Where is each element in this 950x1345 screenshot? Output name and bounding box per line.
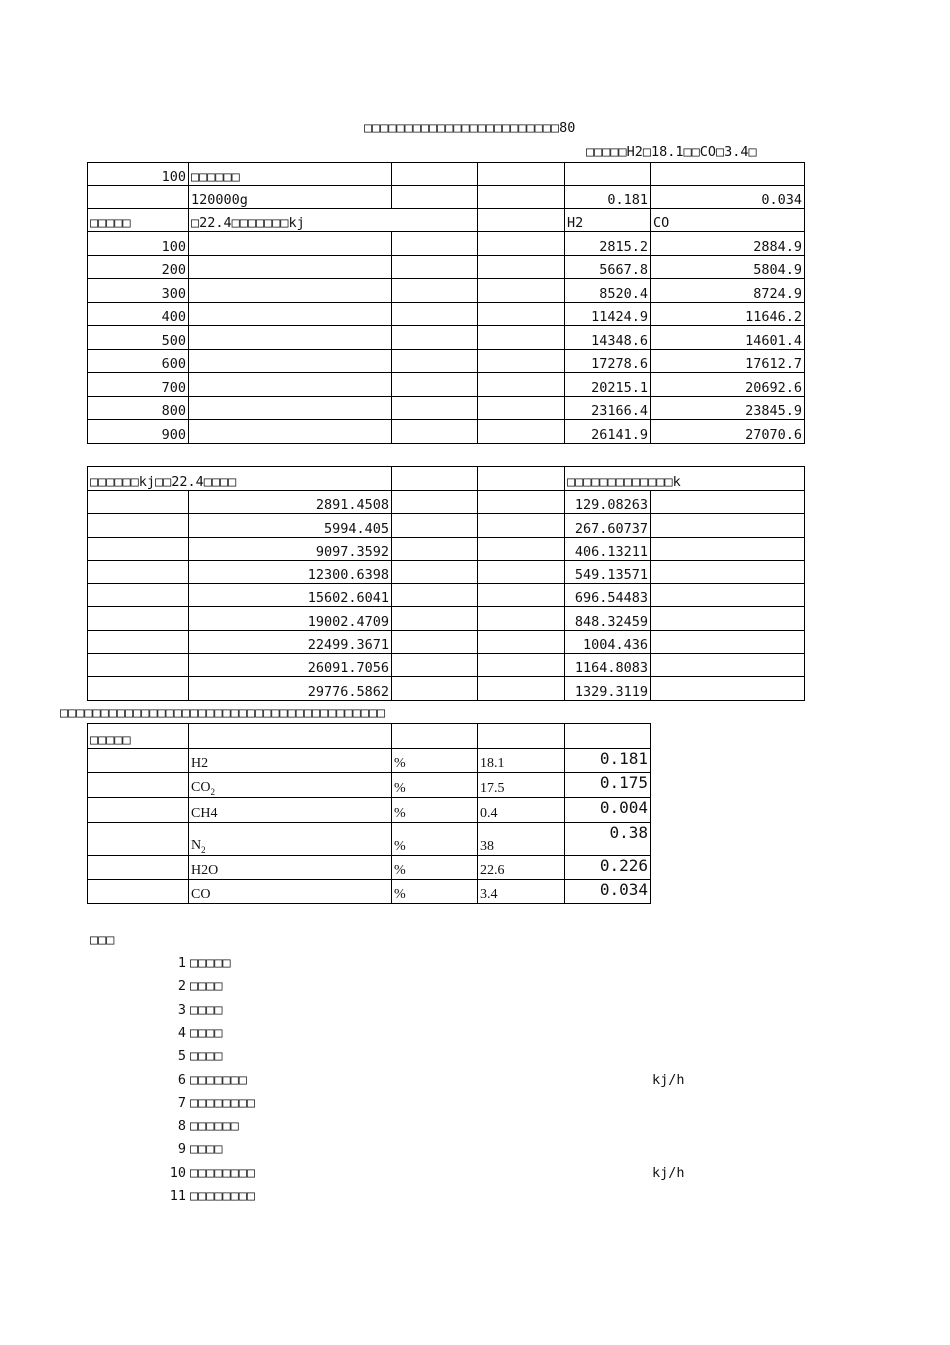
table-cell: 0.4 [478, 798, 565, 823]
table-cell: 22499.3671 [189, 630, 392, 653]
table-cell [392, 186, 478, 209]
table-cell [392, 349, 478, 373]
note-text: □□□□□ [190, 955, 231, 971]
table-cell: 1004.436 [565, 630, 651, 653]
table-cell: 9097.3592 [189, 537, 392, 560]
note-text: □□□□□□ [190, 1118, 239, 1135]
table-cell: 0.034 [651, 186, 805, 209]
table-cell [189, 724, 392, 749]
gas-composition-table [87, 723, 651, 904]
note-number: 7 [177, 1094, 186, 1111]
note-text: □□□□ [190, 978, 223, 995]
table-cell: 22.6 [478, 856, 565, 880]
table-cell: 120000g [189, 186, 392, 209]
table-cell [88, 677, 189, 700]
table-row [88, 537, 805, 560]
table-cell [88, 560, 189, 583]
table-cell [478, 232, 565, 256]
table-row [88, 349, 805, 373]
table-cell: 696.54483 [565, 584, 651, 607]
table-cell: 12300.6398 [189, 560, 392, 583]
table-row [88, 163, 805, 186]
table-row [88, 798, 651, 823]
table-cell: 2891.4508 [189, 491, 392, 514]
table-cell [392, 584, 478, 607]
table-cell [392, 677, 478, 700]
column-header: □□□□□ [88, 724, 189, 749]
table-cell [478, 396, 565, 420]
table-cell: 11424.9 [565, 302, 651, 326]
table-cell: H2 [189, 749, 392, 773]
table-cell: 23166.4 [565, 396, 651, 420]
table-cell [392, 420, 478, 444]
table-cell: 3.4 [478, 880, 565, 904]
table-cell: % [392, 798, 478, 823]
column-header: □□□□□□kj□□22.4□□□□ [88, 467, 392, 491]
table-cell: CO [189, 880, 392, 904]
table-cell: 848.32459 [565, 607, 651, 630]
table-cell: 5667.8 [565, 255, 651, 279]
table-cell: 100 [88, 163, 189, 186]
note-number: 10 [169, 1164, 186, 1181]
table-cell: 38 [478, 823, 565, 856]
table-cell [392, 514, 478, 537]
table-cell [478, 373, 565, 397]
table-cell [651, 514, 805, 537]
note-number: 6 [177, 1071, 186, 1088]
table-cell [565, 163, 651, 186]
table-row [88, 773, 651, 798]
note-number: 2 [177, 978, 186, 995]
table-cell [651, 560, 805, 583]
table-row [88, 514, 805, 537]
table-cell: 549.13571 [565, 560, 651, 583]
table-cell [478, 630, 565, 653]
table-cell: $N_2$ [189, 823, 392, 856]
table-cell [392, 560, 478, 583]
table-cell: 600 [88, 349, 189, 373]
table-row [88, 186, 805, 209]
table-cell [392, 537, 478, 560]
table-row [88, 326, 805, 350]
table-cell: % [392, 773, 478, 798]
note-number: 3 [177, 1001, 186, 1018]
column-header: □□□□□ [88, 209, 189, 232]
table-cell: 0.004 [565, 798, 651, 823]
table-cell: 17278.6 [565, 349, 651, 373]
table-cell [88, 491, 189, 514]
table-row [88, 420, 805, 444]
table-cell [478, 279, 565, 303]
table-cell [88, 749, 189, 773]
table-cell: 8724.9 [651, 279, 805, 303]
table-cell: 15602.6041 [189, 584, 392, 607]
table-cell [88, 607, 189, 630]
table-cell [392, 467, 478, 491]
table-cell [478, 537, 565, 560]
table-cell: H2O [189, 856, 392, 880]
table-cell [392, 326, 478, 350]
table-cell [88, 186, 189, 209]
table-row [88, 607, 805, 630]
table-cell: 100 [88, 232, 189, 256]
table-cell [651, 163, 805, 186]
table-row [88, 584, 805, 607]
table-cell: 23845.9 [651, 396, 805, 420]
column-header: H2 [565, 209, 651, 232]
table-cell: 800 [88, 396, 189, 420]
table-cell: 0.175 [565, 773, 651, 798]
note-text: □□□□ [190, 1001, 223, 1018]
table-cell [189, 302, 392, 326]
table-cell [189, 279, 392, 303]
note-number: 4 [177, 1024, 186, 1041]
table-cell: 19002.4709 [189, 607, 392, 630]
table-cell: 267.60737 [565, 514, 651, 537]
table-cell: 1164.8083 [565, 654, 651, 677]
table-cell [478, 560, 565, 583]
table-cell [478, 186, 565, 209]
table-cell: 406.13211 [565, 537, 651, 560]
table-cell [88, 823, 189, 856]
table-cell: 2815.2 [565, 232, 651, 256]
table-cell [189, 232, 392, 256]
table-cell: 0.181 [565, 186, 651, 209]
table-cell [88, 654, 189, 677]
table-cell [478, 584, 565, 607]
table-cell [88, 798, 189, 823]
table-row [88, 654, 805, 677]
table-header-row [88, 467, 805, 491]
table-cell: 8520.4 [565, 279, 651, 303]
table-cell: 0.226 [565, 856, 651, 880]
enthalpy-table [87, 162, 805, 444]
table-cell [88, 856, 189, 880]
table-cell [478, 677, 565, 700]
table-row [88, 255, 805, 279]
page-title: □□□□□□□□□□□□□□□□□□□□□□□□80 [364, 120, 576, 136]
table-cell [392, 279, 478, 303]
table-cell [392, 163, 478, 186]
column-header: □□□□□□□□□□□□□k [565, 467, 805, 491]
table-cell [392, 491, 478, 514]
table-cell: 1329.3119 [565, 677, 651, 700]
table-row [88, 560, 805, 583]
table-header-row [88, 209, 805, 232]
table-cell: 5994.405 [189, 514, 392, 537]
notes-heading: □□□ [90, 932, 115, 948]
note-text: □□□□□□□□ [190, 1094, 256, 1111]
table-cell [392, 654, 478, 677]
table-cell: 26141.9 [565, 420, 651, 444]
page-subtitle: □□□□□H2□18.1□□CO□3.4□ [586, 144, 757, 160]
note-unit: kj/h [652, 1071, 685, 1088]
table-cell: 200 [88, 255, 189, 279]
table-cell: 700 [88, 373, 189, 397]
note-text: □□□□□□□□ [190, 1164, 256, 1181]
note-text: □□□□ [190, 1024, 223, 1041]
table-cell: CH4 [189, 798, 392, 823]
table-row [88, 279, 805, 303]
table-cell: 20215.1 [565, 373, 651, 397]
table-cell [392, 607, 478, 630]
table-cell: 20692.6 [651, 373, 805, 397]
heat-table [87, 466, 805, 701]
table-cell [392, 232, 478, 256]
table-cell: 2884.9 [651, 232, 805, 256]
table-cell [478, 209, 565, 232]
table-cell [88, 880, 189, 904]
table-cell [189, 349, 392, 373]
table-row [88, 749, 651, 773]
table-cell [189, 373, 392, 397]
table-cell [478, 163, 565, 186]
table-cell [392, 302, 478, 326]
table-cell [88, 584, 189, 607]
table-cell: 0.034 [565, 880, 651, 904]
table-cell [478, 491, 565, 514]
note-number: 1 [177, 955, 186, 971]
table-cell: $CO_2$ [189, 773, 392, 798]
note-text: □□□□ [190, 1141, 223, 1158]
table-cell: 500 [88, 326, 189, 350]
note-text: □□□□ [190, 1048, 223, 1065]
table-cell: 5804.9 [651, 255, 805, 279]
table-cell [651, 584, 805, 607]
table-cell: 14348.6 [565, 326, 651, 350]
table-cell [651, 677, 805, 700]
table-cell: 18.1 [478, 749, 565, 773]
table-cell [392, 373, 478, 397]
note-number: 8 [177, 1118, 186, 1135]
table-row [88, 630, 805, 653]
table-cell [392, 724, 478, 749]
table-cell [478, 514, 565, 537]
note-number: 9 [177, 1141, 186, 1158]
table-cell: 0.38 [565, 823, 651, 856]
table-cell [189, 255, 392, 279]
table-cell: 26091.7056 [189, 654, 392, 677]
table-cell [651, 491, 805, 514]
table-row [88, 232, 805, 256]
table-cell [478, 654, 565, 677]
table-row [88, 823, 651, 856]
table-cell [478, 326, 565, 350]
table-cell: % [392, 856, 478, 880]
table-cell: 14601.4 [651, 326, 805, 350]
table-cell [88, 630, 189, 653]
table-header-row [88, 724, 651, 749]
table-cell [651, 630, 805, 653]
table-cell: % [392, 823, 478, 856]
table-cell: % [392, 880, 478, 904]
column-header: CO [651, 209, 805, 232]
table-cell [478, 420, 565, 444]
table-row [88, 880, 651, 904]
table-cell [651, 537, 805, 560]
table-row [88, 302, 805, 326]
subscript: 2 [210, 787, 215, 797]
note-text: □□□□□□□ [190, 1071, 247, 1088]
table-cell: 29776.5862 [189, 677, 392, 700]
table-cell: 17.5 [478, 773, 565, 798]
table-cell [478, 349, 565, 373]
table-cell: 17612.7 [651, 349, 805, 373]
table-cell [478, 607, 565, 630]
table-cell: 400 [88, 302, 189, 326]
table-cell: 0.181 [565, 749, 651, 773]
table-cell [392, 396, 478, 420]
table-row [88, 396, 805, 420]
table-row [88, 373, 805, 397]
note-number: 11 [169, 1188, 186, 1204]
column-header: □22.4□□□□□□□kj [189, 209, 478, 232]
table-cell [478, 724, 565, 749]
table-cell: 300 [88, 279, 189, 303]
table-cell: 11646.2 [651, 302, 805, 326]
table-cell: 129.08263 [565, 491, 651, 514]
table-cell [392, 630, 478, 653]
table-cell: 900 [88, 420, 189, 444]
table-cell [189, 326, 392, 350]
table-row [88, 677, 805, 700]
subscript: 2 [201, 845, 206, 855]
table-cell: 27070.6 [651, 420, 805, 444]
table-cell [565, 724, 651, 749]
table-cell [651, 607, 805, 630]
table-cell [392, 255, 478, 279]
note-unit: kj/h [652, 1164, 685, 1181]
table-cell [88, 537, 189, 560]
note-number: 5 [177, 1048, 186, 1065]
table-cell [478, 255, 565, 279]
table-cell [88, 514, 189, 537]
table-cell [478, 467, 565, 491]
note-text: □□□□□□□□ [190, 1188, 256, 1204]
table-cell: % [392, 749, 478, 773]
note-line: □□□□□□□□□□□□□□□□□□□□□□□□□□□□□□□□□□□□□□□□ [60, 705, 386, 721]
table-cell: □□□□□□ [189, 163, 392, 186]
table-cell [88, 773, 189, 798]
table-row [88, 856, 651, 880]
table-row [88, 491, 805, 514]
table-cell [189, 396, 392, 420]
table-cell [189, 420, 392, 444]
table-cell [478, 302, 565, 326]
table-cell [651, 654, 805, 677]
